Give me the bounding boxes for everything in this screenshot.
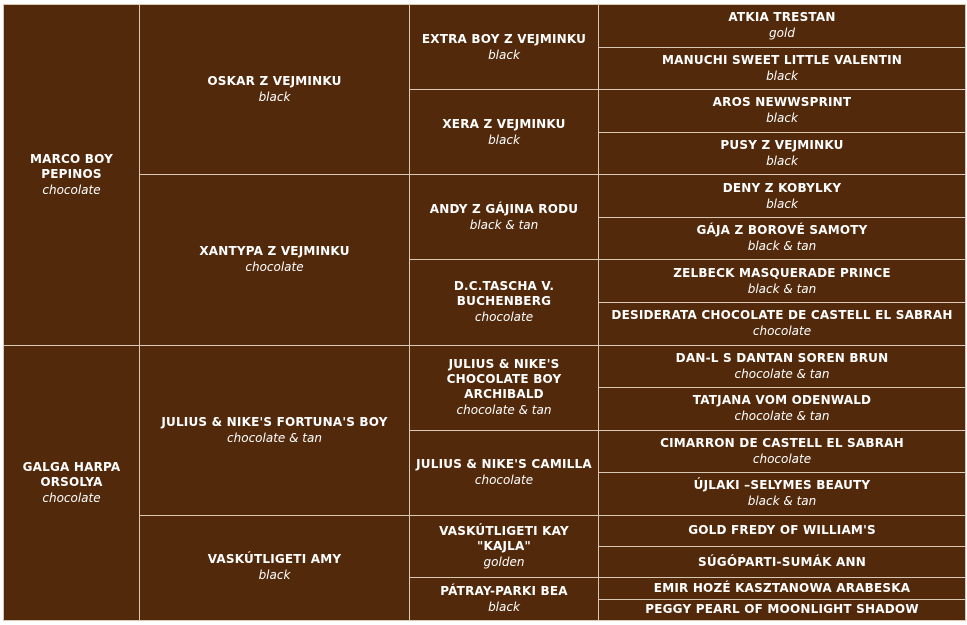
dog-name: D.C.TASCHA V. BUCHENBERG <box>453 279 555 309</box>
great-grandparent-2 <box>410 90 599 175</box>
great-great-grandparent-15 <box>599 578 966 599</box>
dog-name: DESIDERATA CHOCOLATE DE CASTELL EL SABRAH <box>611 308 953 323</box>
great-great-grandparent-11 <box>599 430 966 473</box>
dog-name: DAN-L S DANTAN SOREN BRUN <box>675 350 889 365</box>
dog-color: black & tan <box>747 494 817 509</box>
dog-name: MARCO BOY PEPINOS <box>29 151 114 181</box>
parent-sire <box>4 5 140 346</box>
dog-name: ZELBECK MASQUERADE PRINCE <box>673 265 891 280</box>
great-great-grandparent-12 <box>599 473 966 516</box>
dog-name: TATJANA VOM ODENWALD <box>692 393 872 408</box>
dog-color: black <box>766 153 798 168</box>
great-great-grandparent-3 <box>599 90 966 133</box>
dog-name: ÚJLAKI –SELYMES BEAUTY <box>693 478 871 493</box>
dog-name: GALGA HARPA ORSOLYA <box>22 459 121 489</box>
dog-name: PEGGY PEARL OF MOONLIGHT SHADOW <box>645 602 919 617</box>
dog-color: chocolate <box>474 310 534 325</box>
great-grandparent-3 <box>410 175 599 260</box>
dog-name: EXTRA BOY Z VEJMINKU <box>421 31 587 46</box>
dog-name: OSKAR Z VEJMINKU <box>207 74 342 89</box>
dog-color: black & tan <box>747 239 817 254</box>
dog-color: chocolate <box>245 260 304 275</box>
dog-name: JULIUS & NIKE'S CHOCOLATE BOY ARCHIBALD <box>446 357 562 402</box>
great-great-grandparent-6 <box>599 217 966 260</box>
dog-name: XANTYPA Z VEJMINKU <box>199 244 350 259</box>
dog-name: CIMARRON DE CASTELL EL SABRAH <box>660 435 904 450</box>
dog-color: chocolate <box>752 451 812 466</box>
dog-color: black & tan <box>747 281 817 296</box>
dog-color: chocolate & tan <box>734 409 830 424</box>
dog-color: golden <box>483 554 525 569</box>
dog-color: black <box>488 132 520 147</box>
dog-color: black <box>488 47 520 62</box>
dog-color: chocolate <box>474 473 534 488</box>
dog-color: black <box>766 111 798 126</box>
dog-name: GOLD FREDY OF WILLIAM'S <box>688 523 876 538</box>
great-great-grandparent-13 <box>599 515 966 546</box>
dog-name: ANDY Z GÁJINA RODU <box>429 201 579 216</box>
great-grandparent-5 <box>410 345 599 430</box>
great-grandparent-6 <box>410 430 599 515</box>
dog-color: black <box>258 568 291 583</box>
great-great-grandparent-1 <box>599 5 966 48</box>
dog-color: chocolate <box>42 490 101 505</box>
dog-name: SÚGÓPARTI-SUMÁK ANN <box>697 554 866 569</box>
great-grandparent-7 <box>410 515 599 578</box>
great-great-grandparent-2 <box>599 47 966 90</box>
dog-name: DENY Z KOBYLKY <box>722 180 842 195</box>
dog-color: chocolate <box>42 182 101 197</box>
dog-color: gold <box>769 26 795 41</box>
dog-name: JULIUS & NIKE'S CAMILLA <box>416 457 592 472</box>
great-great-grandparent-16 <box>599 599 966 620</box>
dog-name: ATKIA TRESTAN <box>728 10 836 25</box>
dog-color: black <box>766 196 798 211</box>
pedigree-row <box>4 345 966 388</box>
dog-name: JULIUS & NIKE'S FORTUNA'S BOY <box>161 414 388 429</box>
dog-color: chocolate & tan <box>227 430 322 445</box>
grandparent-1 <box>140 5 410 175</box>
great-great-grandparent-8 <box>599 302 966 345</box>
grandparent-2 <box>140 175 410 345</box>
great-grandparent-8 <box>410 578 599 621</box>
dog-name: EMIR HOZÉ KASZTANOWA ARABESKA <box>653 580 911 595</box>
great-great-grandparent-14 <box>599 547 966 578</box>
pedigree-row <box>4 515 966 546</box>
great-great-grandparent-9 <box>599 345 966 388</box>
dog-color: chocolate & tan <box>734 366 830 381</box>
parent-dam <box>4 345 140 621</box>
great-great-grandparent-7 <box>599 260 966 303</box>
dog-color: chocolate <box>752 324 812 339</box>
grandparent-3 <box>140 345 410 515</box>
dog-color: black <box>488 599 520 614</box>
dog-color: black <box>766 68 798 83</box>
dog-name: PÁTRAY-PARKI BEA <box>440 583 568 598</box>
great-great-grandparent-4 <box>599 132 966 175</box>
grandparent-4 <box>140 515 410 620</box>
dog-name: MANUCHI SWEET LITTLE VALENTIN <box>661 52 903 67</box>
dog-color: chocolate & tan <box>456 403 552 418</box>
dog-color: black <box>258 90 291 105</box>
dog-name: XERA Z VEJMINKU <box>442 116 566 131</box>
dog-name: VASKÚTLIGETI AMY <box>207 552 342 567</box>
great-great-grandparent-10 <box>599 388 966 431</box>
pedigree-table <box>3 4 966 621</box>
dog-color: black & tan <box>469 217 539 232</box>
dog-name: GÁJA Z BOROVÉ SAMOTY <box>696 223 868 238</box>
dog-name: PUSY Z VEJMINKU <box>720 137 844 152</box>
dog-name: AROS NEWWSPRINT <box>712 95 852 110</box>
great-grandparent-4 <box>410 260 599 345</box>
great-grandparent-1 <box>410 5 599 90</box>
pedigree-row <box>4 5 966 48</box>
pedigree-row <box>4 175 966 218</box>
dog-name: VASKÚTLIGETI KAY "KAJLA" <box>439 523 569 553</box>
great-great-grandparent-5 <box>599 175 966 218</box>
